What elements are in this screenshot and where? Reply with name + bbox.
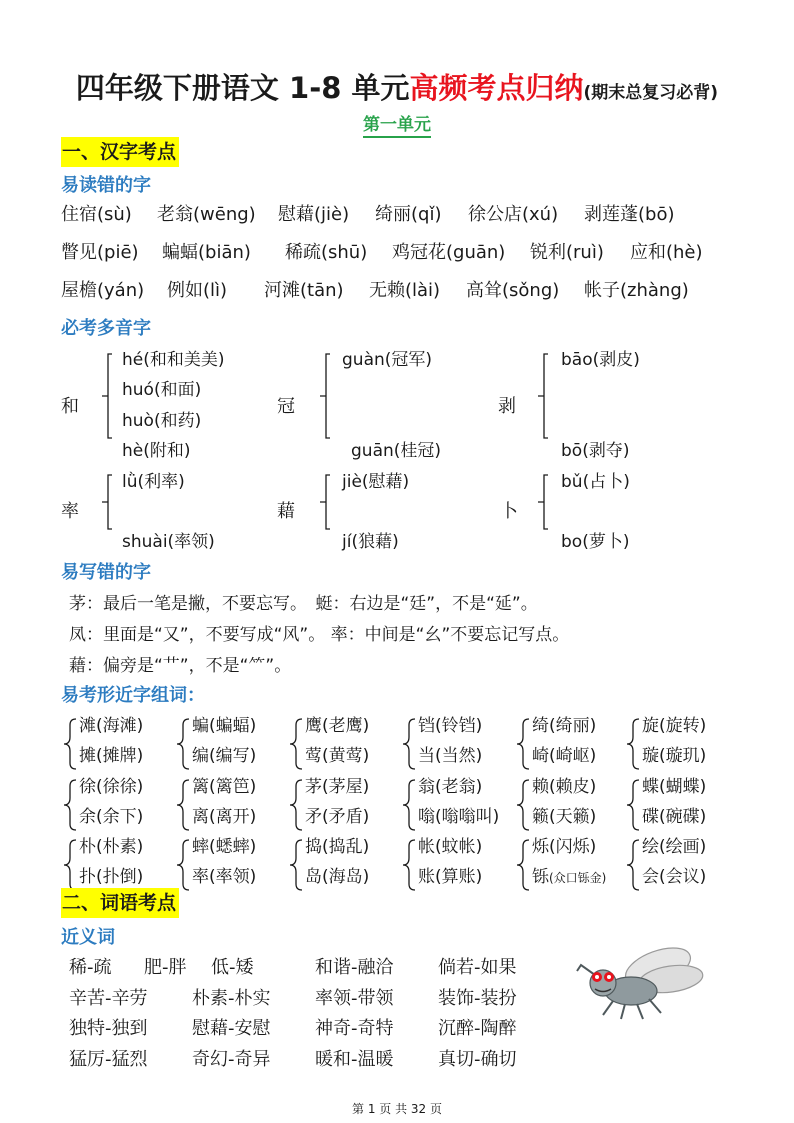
misread-word: 鸡冠花(guān) (392, 242, 506, 263)
misread-word: 稀疏(shū) (285, 242, 368, 263)
subheading-polyphones: 必考多音字 (61, 318, 151, 339)
similar-char-word: 铄(众口铄金) (532, 867, 607, 887)
polyphone-char: 卜 (500, 501, 518, 522)
similar-char-word: 璇(璇玑) (642, 746, 707, 766)
similar-char-word: 矛(矛盾) (305, 807, 370, 827)
polyphone-reading: guān(桂冠) (351, 441, 442, 461)
polyphone-reading: huò(和药) (122, 411, 202, 431)
synonym-pair: 朴素-朴实 (192, 988, 271, 1009)
polyphone-reading: bāo(剥皮) (561, 350, 640, 370)
polyphone-reading: shuài(率领) (122, 532, 215, 552)
brace (536, 471, 556, 533)
polyphone-reading: hé(和和美美) (122, 350, 225, 370)
title-main: 四年级下册语文 1-8 单元 (75, 71, 410, 105)
similar-char-word: 赖(赖皮) (532, 777, 597, 797)
misread-word: 无赖(lài) (369, 280, 441, 301)
misread-word: 例如(lì) (167, 280, 228, 301)
brace (514, 778, 530, 832)
misread-word: 屋檐(yán) (61, 280, 145, 301)
polyphone-reading: bō(剥夺) (561, 441, 630, 461)
similar-char-word: 余(余下) (79, 807, 144, 827)
misread-word: 老翁(wēng) (157, 204, 256, 225)
synonym-pair: 辛苦-辛劳 (69, 988, 148, 1009)
polyphone-char: 藉 (277, 501, 295, 522)
polyphone-char: 剥 (498, 396, 516, 417)
similar-char-word: 帐(蚊帐) (418, 837, 483, 857)
misread-word: 河滩(tān) (264, 280, 344, 301)
polyphone-reading: guàn(冠军) (342, 350, 433, 370)
brace (624, 778, 640, 832)
page-footer: 第 1 页 共 32 页 (352, 1102, 442, 1116)
synonym-pair: 装饰-装扮 (438, 988, 517, 1009)
brace (287, 717, 303, 771)
miswrite-line: 凤：里面是“又”，不要写成“风”。 率：中间是“幺”不要忘记写点。 (69, 625, 570, 645)
misread-word: 绮丽(qǐ) (375, 204, 442, 225)
brace (624, 717, 640, 771)
similar-char-word: 账(算账) (418, 867, 483, 887)
brace (400, 778, 416, 832)
similar-char-word: 蝶(蝴蝶) (642, 777, 707, 797)
similar-char-word: 绘(绘画) (642, 837, 707, 857)
similar-char-word: 岛(海岛) (305, 867, 370, 887)
similar-char-word: 绮(绮丽) (532, 716, 597, 736)
brace (174, 717, 190, 771)
similar-char-word: 旋(旋转) (642, 716, 707, 736)
polyphone-reading: hè(附和) (122, 441, 191, 461)
brace (174, 838, 190, 892)
brace (61, 717, 77, 771)
similar-char-word: 摊(摊牌) (79, 746, 144, 766)
misread-word: 蝙蝠(biān) (162, 242, 251, 263)
misread-word: 高耸(sǒng) (466, 280, 560, 301)
synonym-pair: 猛厉-猛烈 (69, 1049, 148, 1070)
brace (536, 350, 556, 442)
similar-char-word: 蟀(蟋蟀) (192, 837, 257, 857)
polyphone-reading: lǜ(利率) (122, 472, 185, 492)
synonym-pair: 率领-带领 (315, 988, 394, 1009)
synonym-pair: 稀-疏 (69, 957, 112, 978)
brace (400, 838, 416, 892)
similar-char-word: 扑(扑倒) (79, 867, 144, 887)
misread-word: 徐公店(xú) (468, 204, 559, 225)
miswrite-line: 藉：偏旁是“艹”，不是“⺮”。 (69, 656, 292, 676)
similar-char-word: 捣(捣乱) (305, 837, 370, 857)
synonym-pair: 倘若-如果 (438, 957, 517, 978)
similar-char-word: 莺(黄莺) (305, 746, 370, 766)
similar-char-word: 编(编写) (192, 746, 257, 766)
brace (61, 778, 77, 832)
polyphone-reading: huó(和面) (122, 380, 202, 400)
synonym-pair: 和谐-融洽 (315, 957, 394, 978)
brace (100, 471, 120, 533)
subheading-similar-chars: 易考形近字组词： (61, 685, 205, 706)
polyphone-char: 冠 (277, 396, 295, 417)
similar-char-word: 蝙(蝙蝠) (192, 716, 257, 736)
brace (318, 471, 338, 533)
similar-char-word: 当(当然) (418, 746, 483, 766)
page-title (0, 66, 794, 107)
brace (61, 838, 77, 892)
similar-char-word: 翁(老翁) (418, 777, 483, 797)
similar-char-word: 朴(朴素) (79, 837, 144, 857)
similar-char-word: 烁(闪烁) (532, 837, 597, 857)
similar-char-word: 嗡(嗡嗡叫) (418, 807, 500, 827)
subheading-synonyms: 近义词 (61, 927, 115, 948)
synonym-pair: 沉醉-陶醉 (438, 1018, 517, 1039)
polyphone-char: 和 (61, 396, 79, 417)
misread-word: 应和(hè) (630, 242, 703, 263)
title-note: (期末总复习必背) (583, 83, 719, 103)
title-highlight: 高频考点归纳 (409, 71, 584, 105)
synonym-pair: 暖和-温暖 (315, 1049, 394, 1070)
similar-char-word: 篱(篱笆) (192, 777, 257, 797)
misread-word: 剥莲蓬(bō) (584, 204, 675, 225)
misread-word: 锐利(ruì) (530, 242, 604, 263)
brace (400, 717, 416, 771)
polyphone-reading: jí(狼藉) (342, 532, 399, 552)
similar-char-word: 滩(海滩) (79, 716, 144, 736)
brace (514, 717, 530, 771)
similar-char-word: 徐(徐徐) (79, 777, 144, 797)
similar-char-word: 率(率领) (192, 867, 257, 887)
section-heading-words: 二、词语考点 (61, 888, 179, 918)
brace (514, 838, 530, 892)
misread-word: 慰藉(jiè) (278, 204, 350, 225)
section-heading-chars: 一、汉字考点 (61, 137, 179, 167)
brace (287, 838, 303, 892)
polyphone-reading: bo(萝卜) (561, 532, 630, 552)
misread-word: 瞥见(piē) (61, 242, 139, 263)
synonym-pair: 神奇-奇特 (315, 1018, 394, 1039)
misread-word: 住宿(sù) (61, 204, 132, 225)
polyphone-reading: jiè(慰藉) (342, 472, 410, 492)
synonym-pair: 肥-胖 (144, 957, 187, 978)
subheading-easy-miswrite: 易写错的字 (61, 562, 151, 583)
synonym-pair: 独特-独到 (69, 1018, 148, 1039)
polyphone-reading: bǔ(占卜) (561, 472, 630, 492)
similar-char-word: 籁(天籁) (532, 807, 597, 827)
synonym-pair: 慰藉-安慰 (192, 1018, 271, 1039)
fly-illustration (573, 935, 709, 1021)
polyphone-char: 率 (61, 501, 79, 522)
brace (624, 838, 640, 892)
subheading-easy-misread: 易读错的字 (61, 175, 151, 196)
similar-char-word: 崎(崎岖) (532, 746, 597, 766)
brace (100, 350, 120, 442)
similar-char-word: 鹰(老鹰) (305, 716, 370, 736)
similar-char-word: 茅(茅屋) (305, 777, 370, 797)
miswrite-line: 茅：最后一笔是撇，不要忘写。 蜓：右边是“廷”，不是“延”。 (69, 594, 538, 614)
synonym-pair: 真切-确切 (438, 1049, 517, 1070)
brace (318, 350, 338, 442)
similar-char-word: 碟(碗碟) (642, 807, 707, 827)
brace (287, 778, 303, 832)
similar-char-word: 会(会议) (642, 867, 707, 887)
synonym-pair: 奇幻-奇异 (192, 1049, 271, 1070)
brace (174, 778, 190, 832)
similar-char-word: 离(离开) (192, 807, 257, 827)
similar-char-word: 铛(铃铛) (418, 716, 483, 736)
misread-word: 帐子(zhàng) (584, 280, 689, 301)
unit-label: 第一单元 (0, 110, 794, 135)
synonym-pair: 低-矮 (211, 957, 254, 978)
